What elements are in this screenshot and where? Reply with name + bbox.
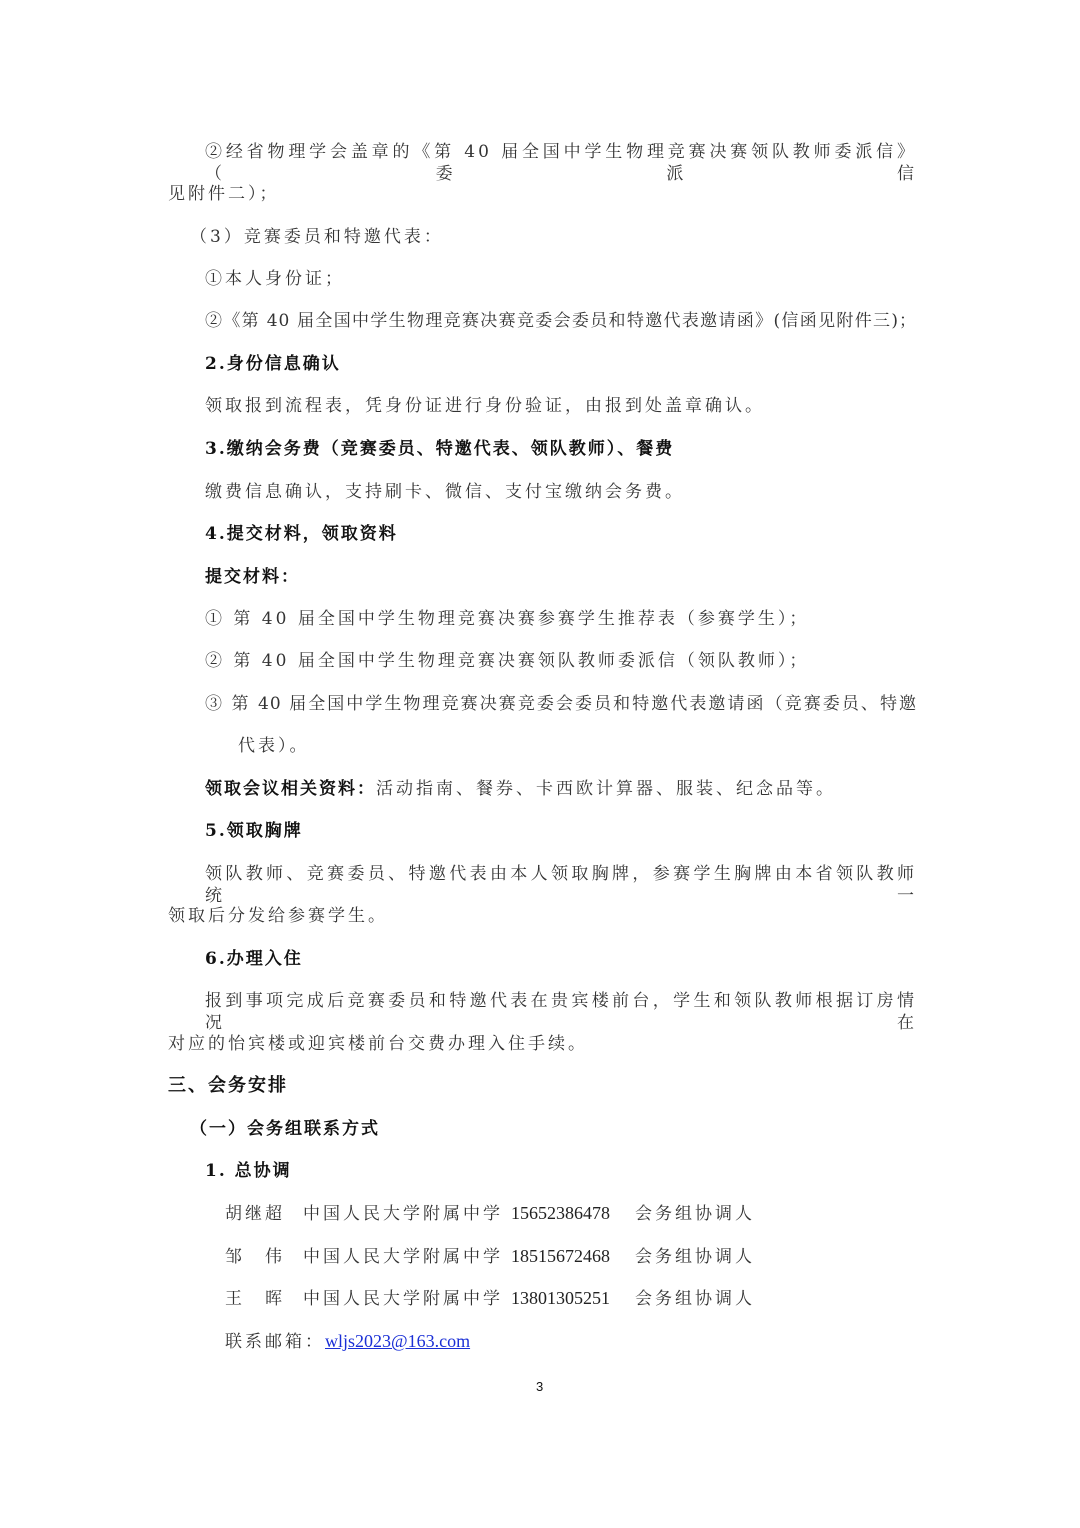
paragraph-line: 报到事项完成后竞赛委员和特邀代表在贵宾楼前台，学生和领队教师根据订房情况在	[205, 991, 917, 1033]
contact-phone: 15652386478	[511, 1203, 610, 1223]
list-item: ① 第 40 届全国中学生物理竞赛决赛参赛学生推荐表（参赛学生）；	[205, 609, 810, 629]
contact-name: 王 晖	[225, 1289, 285, 1309]
materials-label: 领取会议相关资料：	[205, 779, 376, 799]
paragraph-line: 领队教师、竞赛委员、特邀代表由本人领取胸牌，参赛学生胸牌由本省领队教师统一	[205, 864, 917, 906]
contact-org: 中国人民大学附属中学	[303, 1247, 503, 1267]
contact-org: 中国人民大学附属中学	[303, 1289, 503, 1309]
contact-row	[225, 1245, 755, 1268]
section-heading: 2.身份信息确认	[205, 354, 341, 374]
contact-row	[225, 1202, 755, 1225]
email-label: 联系邮箱：	[225, 1332, 325, 1352]
subheading: （3）竞赛委员和特邀代表：	[190, 227, 444, 247]
list-item: ② 第 40 届全国中学生物理竞赛决赛领队教师委派信（领队教师）；	[205, 651, 810, 671]
page-number: 3	[536, 1379, 544, 1394]
paragraph-line: 缴费信息确认，支持刷卡、微信、支付宝缴纳会务费。	[205, 482, 685, 502]
section-heading: 5.领取胸牌	[205, 821, 303, 841]
paragraph-line: 见附件二）；	[168, 184, 280, 204]
paragraph-line: 对应的怡宾楼或迎宾楼前台交费办理入住手续。	[168, 1034, 588, 1054]
email-line	[225, 1330, 470, 1353]
contact-name: 邹 伟	[225, 1247, 285, 1267]
paragraph-line: 领取后分发给参赛学生。	[168, 906, 388, 926]
list-item: ③ 第 40 届全国中学生物理竞赛决赛竞委会委员和特邀代表邀请函（竞赛委员、特邀	[205, 694, 917, 714]
contact-role: 会务组协调人	[635, 1289, 755, 1309]
section-heading: 4.提交材料，领取资料	[205, 524, 398, 544]
subheading: 1. 总协调	[205, 1161, 292, 1181]
materials-items: 活动指南、餐券、卡西欧计算器、服装、纪念品等。	[376, 779, 836, 799]
contact-phone: 18515672468	[511, 1246, 610, 1266]
paragraph-line: ②经省物理学会盖章的《第 40 届全国中学生物理竞赛决赛领队教师委派信》（委派信	[205, 142, 917, 184]
contact-phone: 13801305251	[511, 1288, 610, 1308]
subheading: 提交材料：	[205, 567, 300, 587]
contact-org: 中国人民大学附属中学	[303, 1204, 503, 1224]
section-heading: 6.办理入住	[205, 949, 303, 969]
materials-line	[205, 778, 836, 800]
contact-row	[225, 1287, 755, 1310]
contact-role: 会务组协调人	[635, 1247, 755, 1267]
paragraph-line: 领取报到流程表，凭身份证进行身份验证，由报到处盖章确认。	[205, 396, 765, 416]
chapter-heading: 三、会务安排	[168, 1075, 288, 1096]
section-heading: 3.缴纳会务费（竞赛委员、特邀代表、领队教师）、餐费	[205, 439, 675, 459]
contact-name: 胡继超	[225, 1204, 285, 1224]
paragraph-line: ②《第 40 届全国中学生物理竞赛决赛竞委会委员和特邀代表邀请函》(信函见附件三)；	[205, 311, 917, 331]
list-item-continuation: 代表）。	[238, 736, 310, 756]
email-link[interactable]: wljs2023@163.com	[325, 1331, 471, 1351]
subheading: （一）会务组联系方式	[190, 1119, 380, 1139]
contact-role: 会务组协调人	[635, 1204, 755, 1224]
paragraph-line: ①本人身份证；	[205, 269, 345, 289]
